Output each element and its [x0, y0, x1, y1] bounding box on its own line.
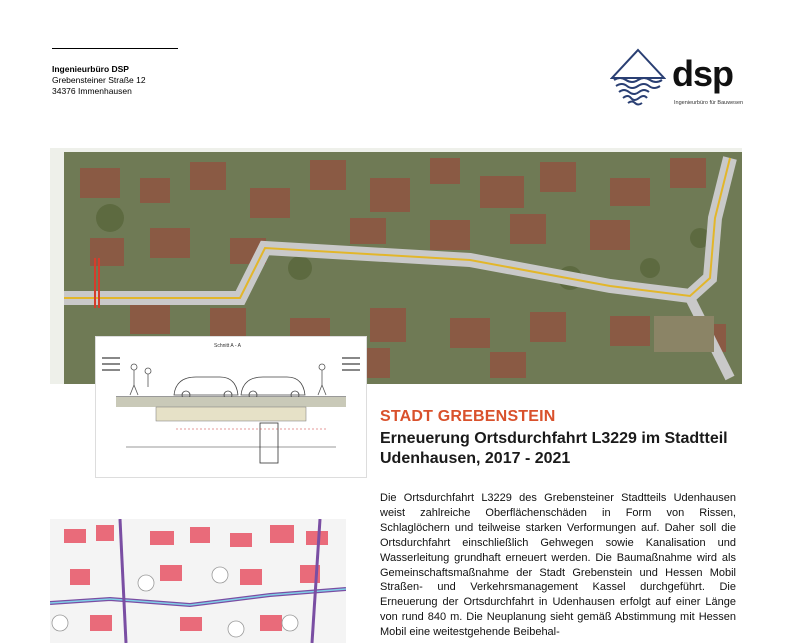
company-street: Grebensteiner Straße 12 — [52, 75, 146, 85]
header-rule — [52, 48, 178, 49]
project-description: Die Ortsdurchfahrt L3229 des Grebensteiner Stadtteils Udenhausen weist zahlreiche Oberflächenschäden in Form von Rissen, Schlaglöchern und teilweise starken Verformungen auf. Daher soll die Ortsdurchfahrt einschließlich Gehwegen sowie Kanalisation und Wasserleitung grundhaft erneuert werden. Die Baumaßnahme wird als Gemeinschaftsmaßnahme der Stadt Grebenstein und Hessen Mobil Straßen- und Verkehrsmanagement Kassel durchgeführt. Die Erneuerung der Ortsdurchfahrt in Udenhausen erfolgt auf einer Länge von rund 840 m. Die Neuplanung sieht gemäß Abstimmung mit Hessen Mobil eine weitestgehende Beibehal- — [380, 492, 736, 639]
company-city: 34376 Immenhausen — [52, 86, 132, 96]
section-title: Schnitt A - A — [214, 343, 241, 349]
project-title: Erneuerung Ortsdurchfahrt L3229 im Stadtteil Udenhausen, 2017 - 2021 — [380, 430, 728, 467]
site-layout-map — [50, 519, 346, 643]
cross-section-drawing — [95, 336, 367, 478]
logo-wordmark: dsp — [672, 53, 734, 94]
company-address — [52, 64, 146, 97]
company-name: Ingenieurbüro DSP — [52, 64, 129, 74]
wave-logo-icon — [610, 48, 666, 106]
city-heading: STADT GREBENSTEIN — [380, 408, 556, 425]
logo-tagline: Ingenieurbüro für Bauwesen — [674, 100, 744, 106]
